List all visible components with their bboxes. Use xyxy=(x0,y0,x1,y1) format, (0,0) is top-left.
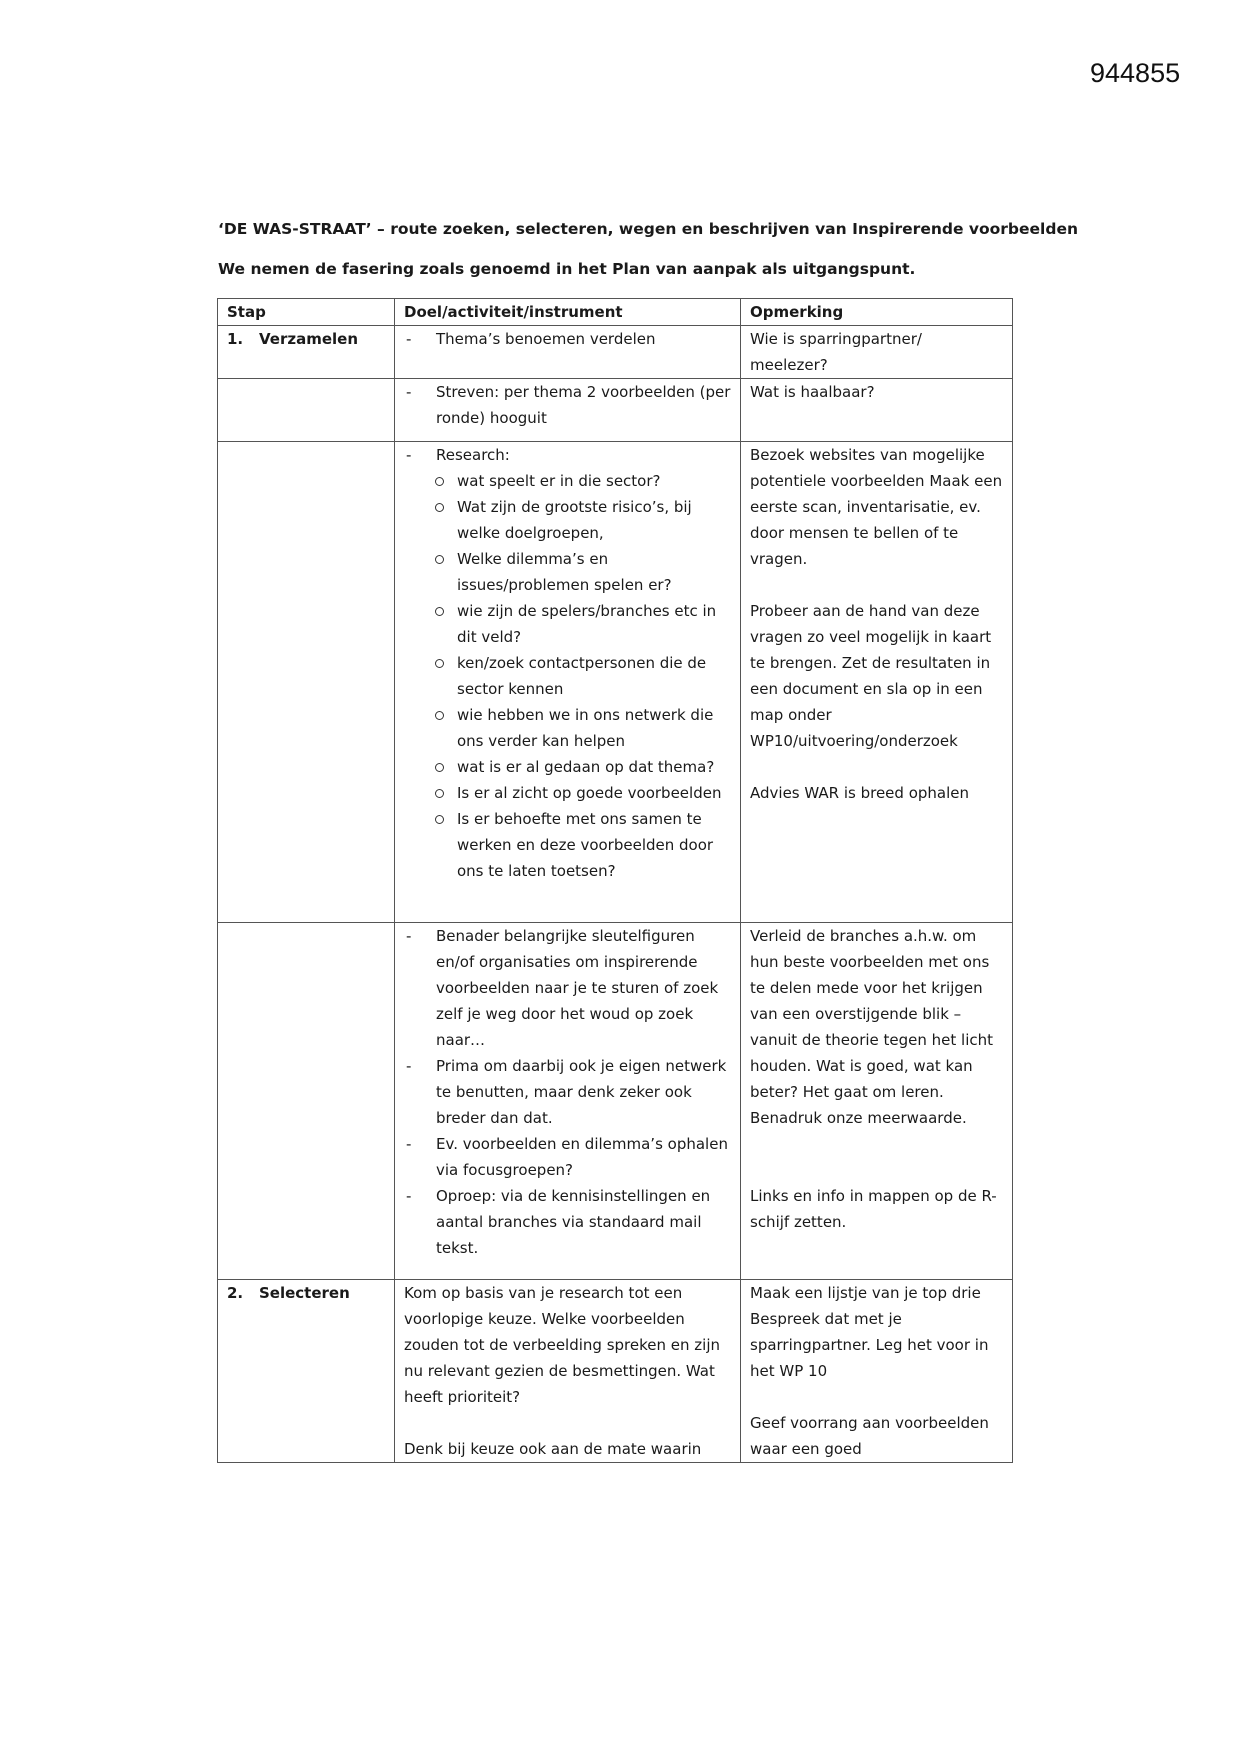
list-item: Is er al zicht op goede voorbeelden xyxy=(404,780,731,806)
activity-text: Denk bij keuze ook aan de mate waarin xyxy=(404,1440,702,1458)
header-doel: Doel/activiteit/instrument xyxy=(395,299,741,326)
activity-cell xyxy=(395,923,741,1280)
header-opmerking: Opmerking xyxy=(741,299,1013,326)
dash-item: - Ev. voorbeelden en dilemma’s ophalen via focusgroepen? xyxy=(404,1131,731,1183)
remark-text: Bezoek websites van mogelijke potentiele voorbeelden Maak een eerste scan, inventarisatie, ev. door mensen te bellen of te vragen. xyxy=(750,446,1003,568)
remark-cell xyxy=(741,1280,1013,1463)
table-header-row xyxy=(218,299,1013,326)
remark-text: Wat is haalbaar? xyxy=(750,383,875,401)
list-item: wie zijn de spelers/branches etc in dit veld? xyxy=(404,598,731,650)
activity-cell xyxy=(395,1280,741,1463)
research-sublist xyxy=(404,468,731,884)
remark-text: Wie is sparringpartner/ meelezer? xyxy=(750,330,922,374)
header-stap: Stap xyxy=(218,299,395,326)
document-title: ‘DE WAS-STRAAT’ – route zoeken, selecteren, wegen en beschrijven van Inspirerende voorbeelden xyxy=(218,220,1078,238)
activity-text: Kom op basis van je research tot een voorlopige keuze. Welke voorbeelden zouden tot de verbeelding spreken en zijn nu relevant gezien de besmettingen. Wat heeft prioriteit? xyxy=(404,1284,720,1406)
remark-text: Geef voorrang aan voorbeelden waar een goed xyxy=(750,1414,989,1458)
dash-item: - Thema’s benoemen verdelen xyxy=(404,326,731,352)
remark-cell xyxy=(741,442,1013,923)
dash-item: - Prima om daarbij ook je eigen netwerk te benutten, maar denk zeker ook breder dan dat. xyxy=(404,1053,731,1131)
step-number: 1. xyxy=(227,330,244,348)
activity-cell xyxy=(395,379,741,442)
step-number: 2. xyxy=(227,1284,244,1302)
list-item: Welke dilemma’s en issues/problemen spelen er? xyxy=(404,546,731,598)
dash-item: - Benader belangrijke sleutelfiguren en/of organisaties om inspirerende voorbeelden naar je te sturen of zoek zelf je weg door het woud op zoek naar… xyxy=(404,923,731,1053)
list-item: Is er behoefte met ons samen te werken en deze voorbeelden door ons te laten toetsen? xyxy=(404,806,731,884)
step-label: Selecteren xyxy=(259,1284,350,1302)
phase-table xyxy=(217,298,1013,1463)
table-row xyxy=(218,326,1013,379)
remark-cell xyxy=(741,379,1013,442)
list-item: Wat zijn de grootste risico’s, bij welke doelgroepen, xyxy=(404,494,731,546)
table-row xyxy=(218,1280,1013,1463)
list-item: wat speelt er in die sector? xyxy=(404,468,731,494)
step-cell xyxy=(218,379,395,442)
step-cell xyxy=(218,442,395,923)
step-cell xyxy=(218,923,395,1280)
activity-cell xyxy=(395,442,741,923)
dash-item: - Oproep: via de kennisinstellingen en aantal branches via standaard mail tekst. xyxy=(404,1183,731,1261)
remark-text: Links en info in mappen op de R-schijf zetten. xyxy=(750,1187,997,1231)
remark-text: Advies WAR is breed ophalen xyxy=(750,784,969,802)
list-item: wie hebben we in ons netwerk die ons verder kan helpen xyxy=(404,702,731,754)
document-number: 944855 xyxy=(1090,58,1181,88)
remark-cell xyxy=(741,326,1013,379)
step-label: Verzamelen xyxy=(259,330,359,348)
list-item: ken/zoek contactpersonen die de sector kennen xyxy=(404,650,731,702)
remark-cell xyxy=(741,923,1013,1280)
remark-text: Probeer aan de hand van deze vragen zo veel mogelijk in kaart te brengen. Zet de resultaten in een document en sla op in een map onder WP10/uitvoering/onderzoek xyxy=(750,602,992,750)
remark-text: Maak een lijstje van je top drie Bespreek dat met je sparringpartner. Leg het voor in het WP 10 xyxy=(750,1284,989,1380)
activity-cell xyxy=(395,326,741,379)
document-subtitle: We nemen de fasering zoals genoemd in het Plan van aanpak als uitgangspunt. xyxy=(218,260,916,278)
list-item: wat is er al gedaan op dat thema? xyxy=(404,754,731,780)
table-row xyxy=(218,442,1013,923)
table-row xyxy=(218,923,1013,1280)
remark-text: Verleid de branches a.h.w. om hun beste voorbeelden met ons te delen mede voor het krijgen van een overstijgende blik – vanuit de theorie tegen het licht houden. Wat is goed, wat kan beter? Het gaat om leren. Benadruk onze meerwaarde. xyxy=(750,927,994,1127)
dash-item: - Research: xyxy=(404,442,731,468)
step-cell xyxy=(218,326,395,379)
dash-item: - Streven: per thema 2 voorbeelden (per ronde) hooguit xyxy=(404,379,731,431)
table-row xyxy=(218,379,1013,442)
step-cell xyxy=(218,1280,395,1463)
